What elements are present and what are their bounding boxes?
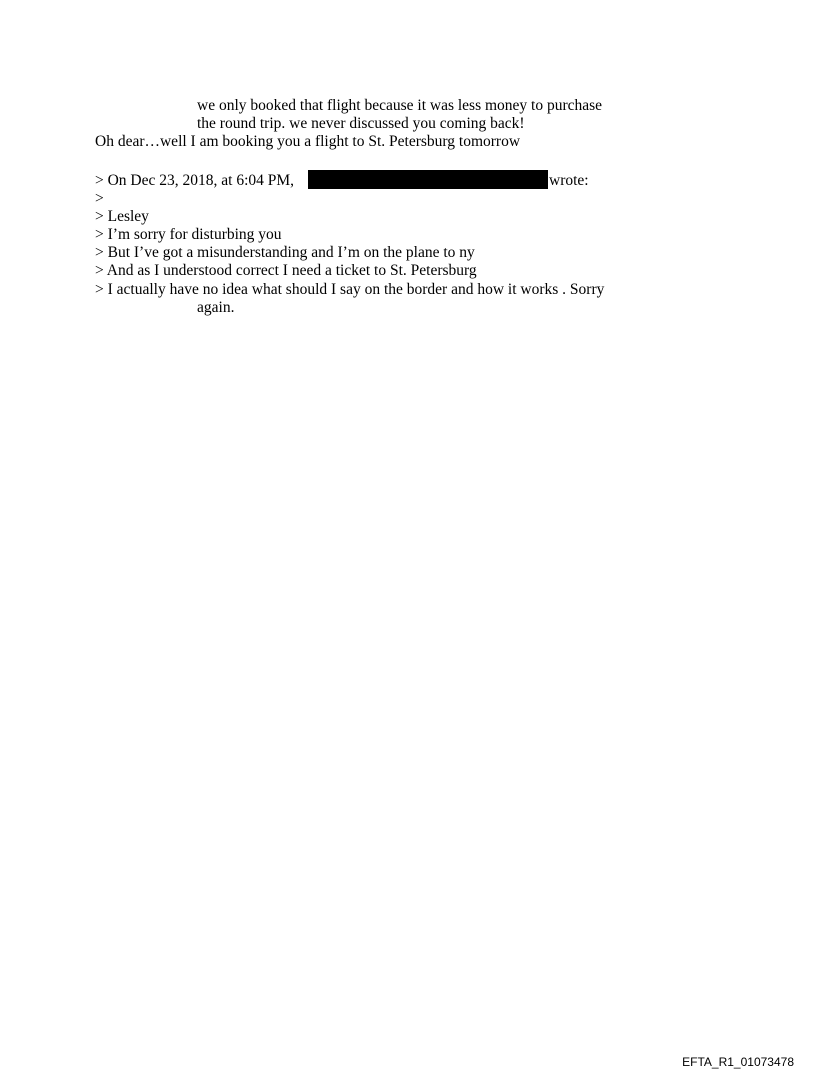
reply-line-2: the round trip. we never discussed you coming back! bbox=[197, 115, 525, 132]
quoted-line-1: > bbox=[95, 190, 104, 207]
quoted-line-5: > And as I understood correct I need a ticket to St. Petersburg bbox=[95, 262, 477, 279]
redaction-bar bbox=[308, 170, 548, 189]
quoted-line-4: > But I’ve got a misunderstanding and I’m on the plane to ny bbox=[95, 244, 475, 261]
quote-header-prefix: > On Dec 23, 2018, at 6:04 PM, bbox=[95, 172, 295, 189]
quoted-line-2: > Lesley bbox=[95, 208, 149, 225]
quote-header-suffix: wrote: bbox=[549, 172, 589, 189]
quoted-line-3: > I’m sorry for disturbing you bbox=[95, 226, 282, 243]
reply-main-line: Oh dear…well I am booking you a flight to St. Petersburg tomorrow bbox=[95, 133, 521, 150]
reply-line-1: we only booked that flight because it was less money to purchase bbox=[197, 97, 603, 114]
document-id: EFTA_R1_01073478 bbox=[682, 1055, 794, 1069]
quoted-continuation: again. bbox=[197, 299, 235, 316]
quoted-line-6: > I actually have no idea what should I say on the border and how it works . Sorry bbox=[95, 281, 605, 298]
